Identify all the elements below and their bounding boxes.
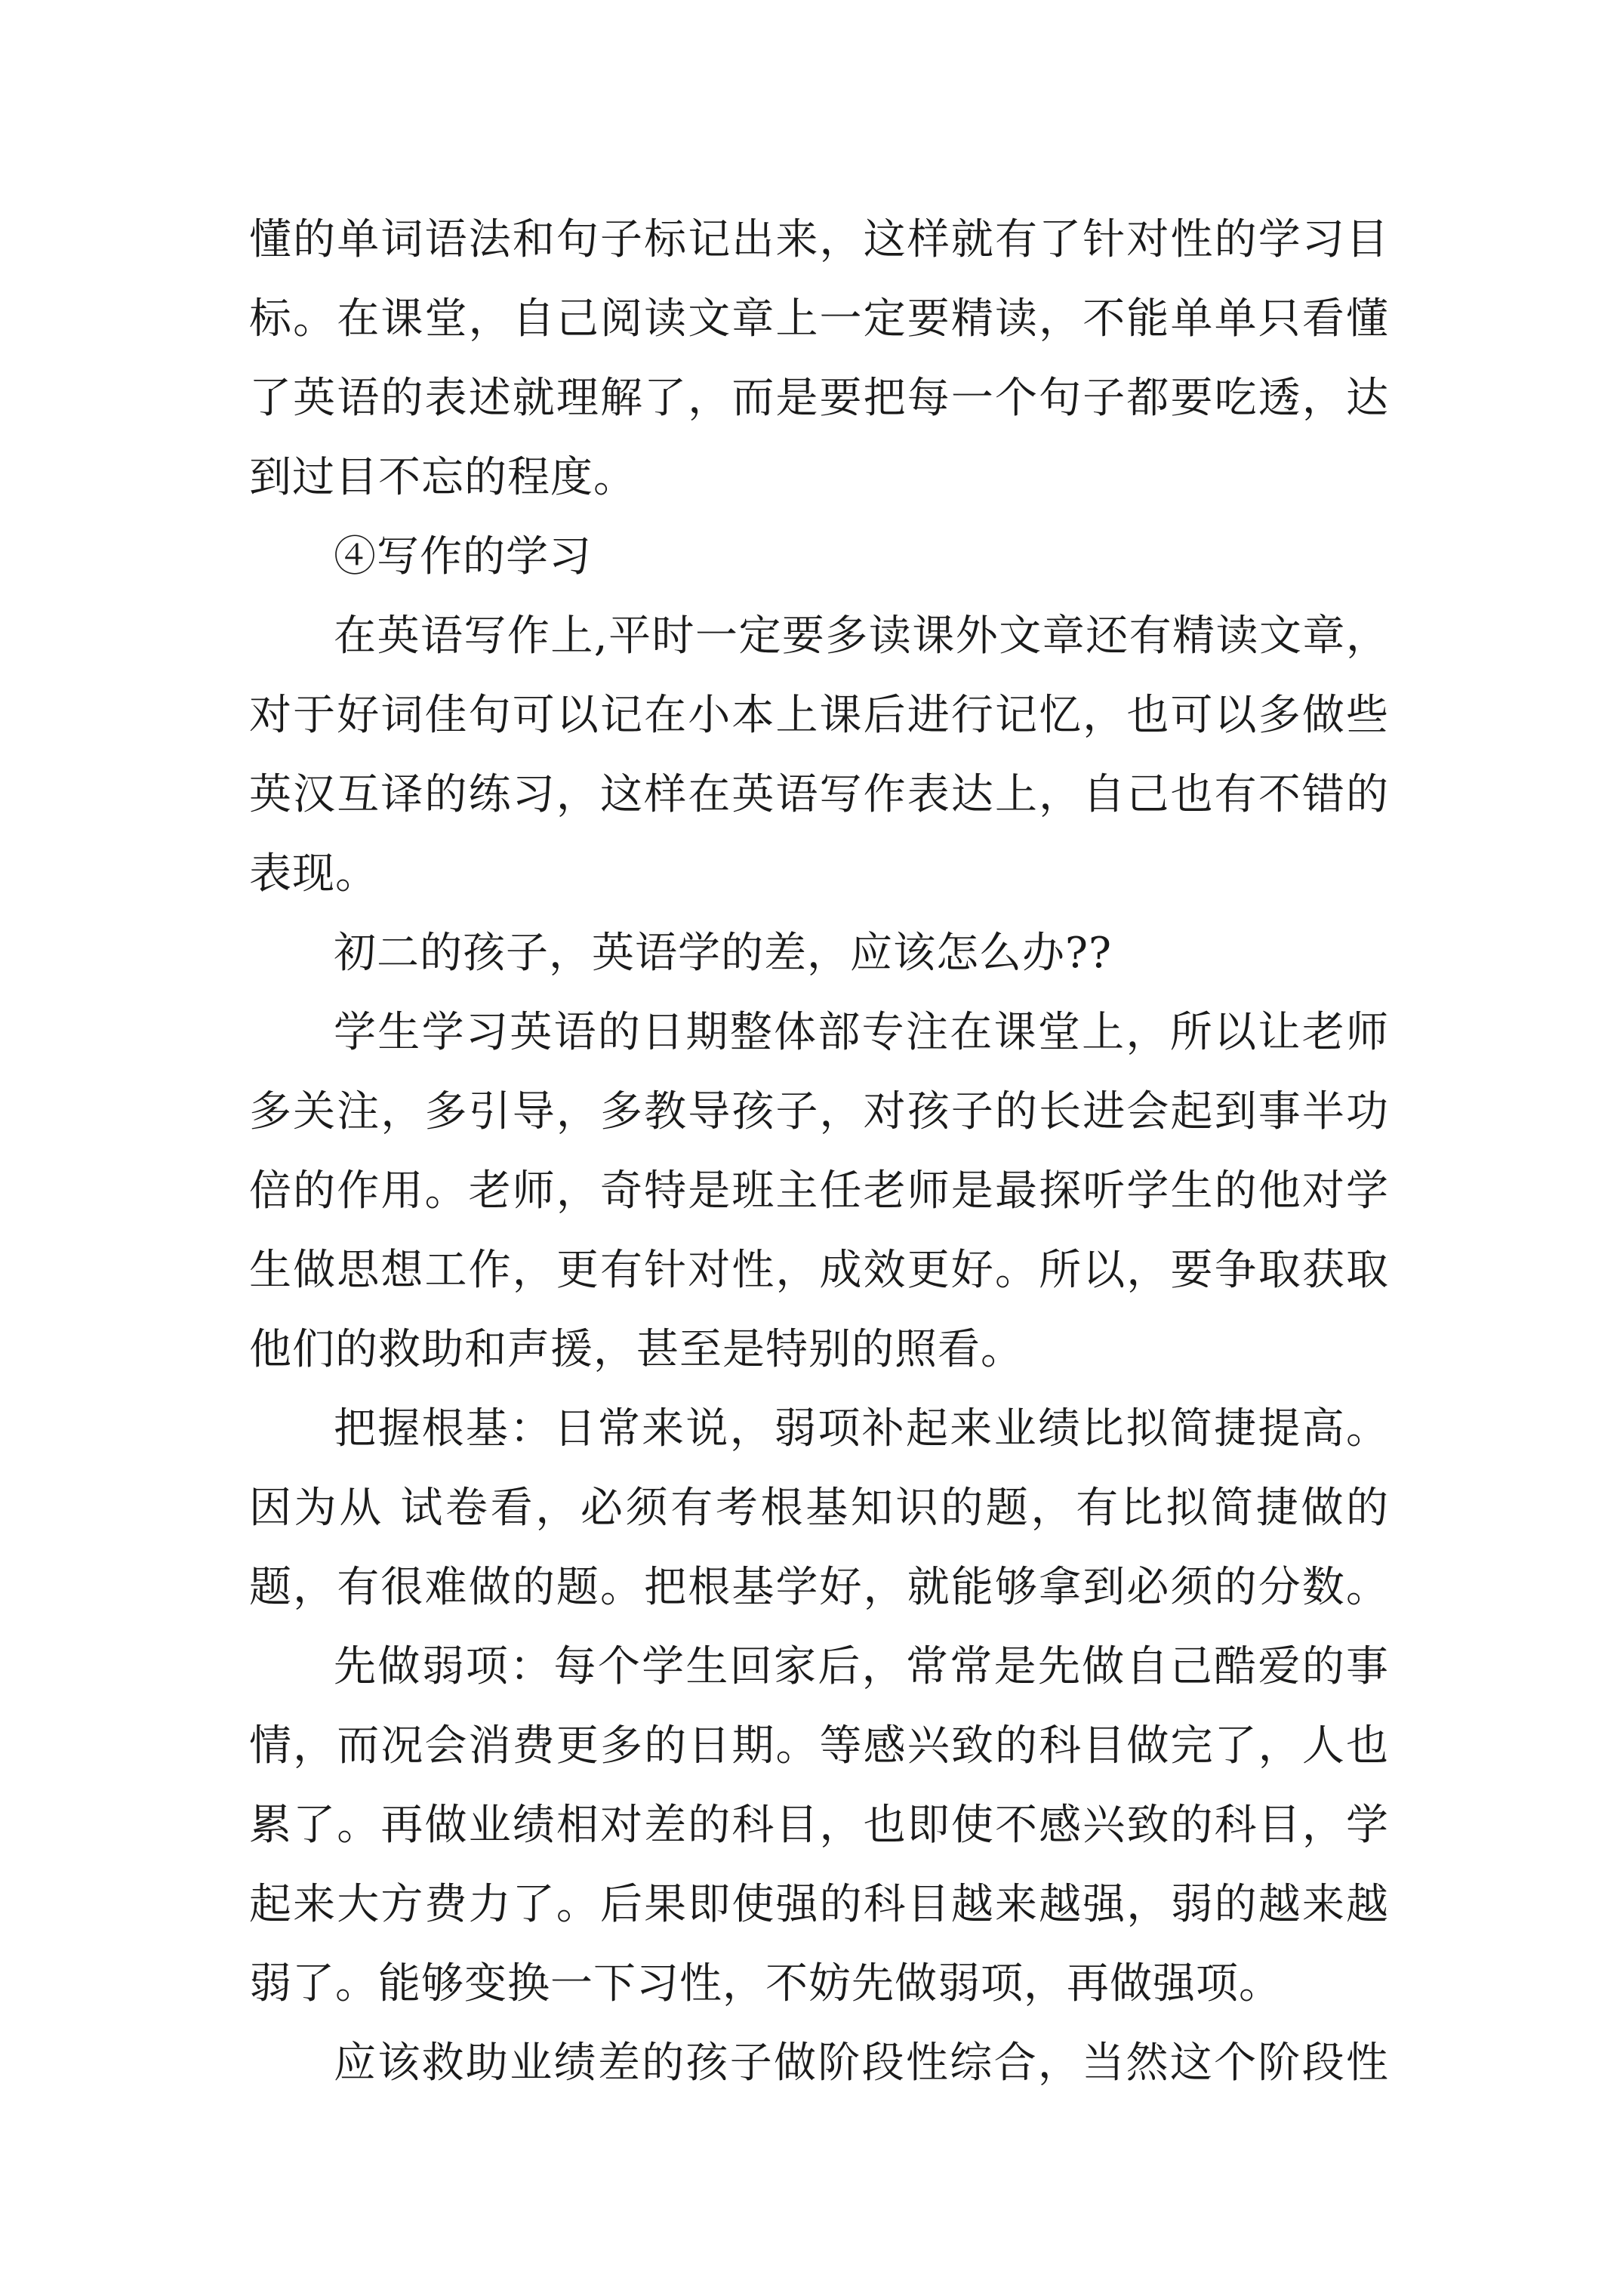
text-line: 把握根基：日常来说，弱项补起来业绩比拟简捷提高。 <box>334 1404 1389 1453</box>
text-line: 因为从 试卷看，必须有考根基知识的题，有比拟简捷做的 <box>249 1484 1389 1533</box>
text-line: 初二的孩子，英语学的差，应该怎么办?? <box>334 929 1113 978</box>
text-line: 情，而况会消费更多的日期。等感兴致的科目做完了，人也 <box>249 1721 1389 1771</box>
text-line: 到过目不忘的程度。 <box>249 453 636 502</box>
text-line: 英汉互译的练习，这样在英语写作表达上，自己也有不错的 <box>249 770 1389 819</box>
text-line: 累了。再做业绩相对差的科目，也即使不感兴致的科目，学 <box>249 1801 1389 1850</box>
text-line: 倍的作用。老师，奇特是班主任老师是最探听学生的他对学 <box>249 1166 1389 1216</box>
text-line: 学生学习英语的日期整体部专注在课堂上，所以让老师 <box>334 1008 1389 1057</box>
text-line: 弱了。能够变换一下习性，不妨先做弱项，再做强项。 <box>249 1959 1282 2008</box>
text-line: 起来大方费力了。后果即使强的科目越来越强，弱的越来越 <box>249 1880 1389 1929</box>
text-line: 标。在课堂，自己阅读文章上一定要精读，不能单单只看懂 <box>249 294 1389 344</box>
text-line: 先做弱项：每个学生回家后，常常是先做自己酷爱的事 <box>334 1642 1389 1691</box>
text-line: 题，有很难做的题。把根基学好，就能够拿到必须的分数。 <box>249 1563 1389 1612</box>
text-line: 在英语写作上,平时一定要多读课外文章还有精读文章， <box>334 612 1389 661</box>
text-line: 多关注，多引导，多教导孩子，对孩子的长进会起到事半功 <box>249 1087 1389 1136</box>
text-line: 他们的救助和声援，甚至是特别的照看。 <box>249 1325 1024 1374</box>
text-line: 对于好词佳句可以记在小本上课后进行记忆，也可以多做些 <box>249 691 1389 740</box>
text-line: 表现。 <box>249 849 378 898</box>
body-text <box>249 200 1389 2103</box>
text-line: 了英语的表述就理解了，而是要把每一个句子都要吃透，达 <box>249 374 1389 423</box>
text-line: 应该救助业绩差的孩子做阶段性综合，当然这个阶段性 <box>334 2039 1389 2088</box>
text-line: 懂的单词语法和句子标记出来，这样就有了针对性的学习目 <box>249 215 1389 264</box>
text-line: 生做思想工作，更有针对性，成效更好。所以，要争取获取 <box>249 1246 1389 1295</box>
text-line: ④写作的学习 <box>334 532 592 581</box>
